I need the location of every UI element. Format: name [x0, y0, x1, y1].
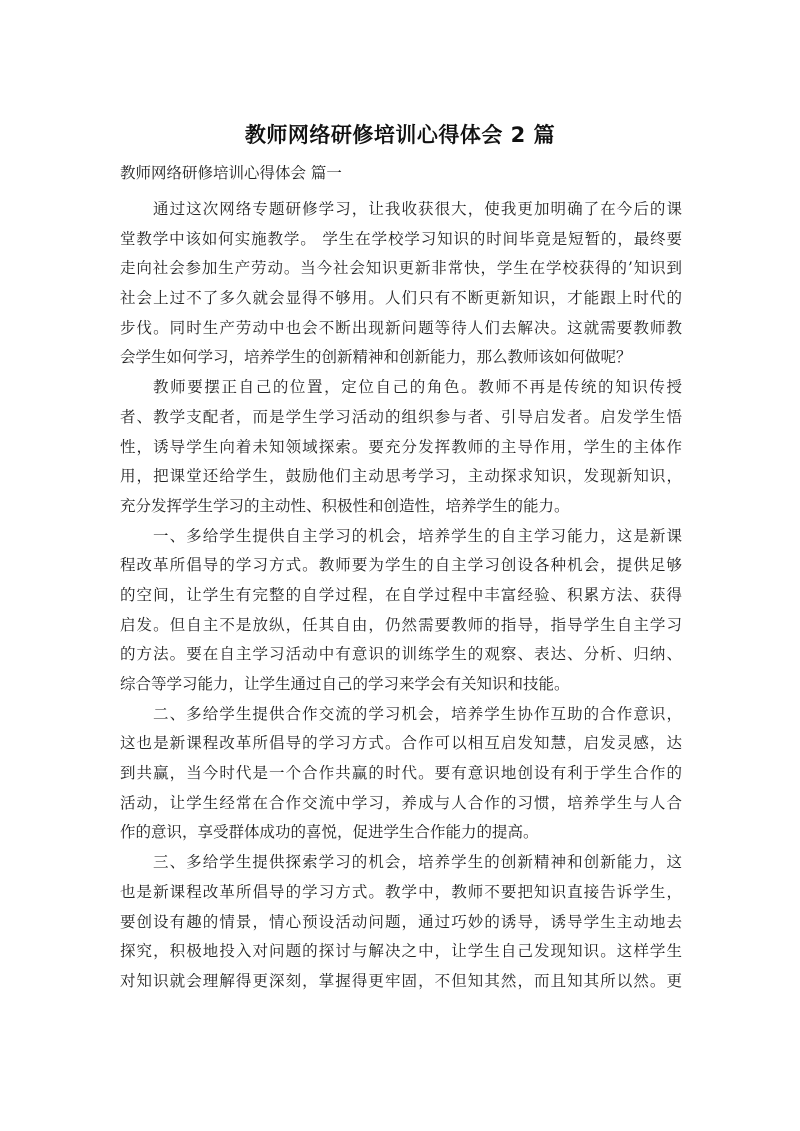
text-line: 二、多给学生提供合作交流的学习机会，培养学生协作互助的合作意识，	[153, 704, 682, 723]
body-text	[120, 195, 682, 997]
text-line: 活动，让学生经常在合作交流中学习，养成与人合作的习惯，培养学生与人合	[120, 793, 682, 812]
text-line: 程改革所倡导的学习方式。教师要为学生的自主学习创设各种机会，提供足够	[120, 556, 682, 575]
text-line: 走向社会参加生产劳动。当今社会知识更新非常快，学生在学校获得的’知识到	[120, 259, 682, 278]
text-line: 综合等学习能力，让学生通过自己的学习来学会有关知识和技能。	[120, 675, 570, 693]
text-line: 这也是新课程改革所倡导的学习方式。合作可以相互启发知慧，启发灵感，达	[120, 734, 682, 753]
text-line: 对知识就会理解得更深刻，掌握得更牢固，不但知其然，而且知其所以然。更	[120, 971, 682, 990]
text-line: 步伐。同时生产劳动中也会不断出现新问题等待人们去解决。这就需要教师教	[120, 318, 682, 337]
text-line: 启发。但自主不是放纵，任其自由，仍然需要教师的指导，指导学生自主学习	[120, 615, 682, 634]
text-line: 要创设有趣的情景，情心预设活动问题，通过巧妙的诱导，诱导学生主动地去	[120, 912, 682, 931]
text-line: 三、多给学生提供探索学习的机会，培养学生的创新精神和创新能力，这	[153, 853, 682, 872]
text-line: 的空间，让学生有完整的自学过程，在自学过程中丰富经验、积累方法、获得	[120, 585, 682, 604]
text-line: 堂教学中该如何实施教学。 学生在学校学习知识的时间毕竟是短暂的，最终要	[120, 229, 682, 248]
text-line: 会学生如何学习，培养学生的创新精神和创新能力，那么教师该如何做呢？	[120, 348, 632, 367]
text-line: 者、教学支配者，而是学生学习活动的组织参与者、引导启发者。启发学生悟	[120, 407, 682, 426]
text-line: 充分发挥学生学习的主动性、积极性和创造性，培养学生的能力。	[120, 496, 570, 515]
text-line: 到共赢，当今时代是一个合作共赢的时代。要有意识地创设有利于学生合作的	[120, 764, 682, 783]
text-line: 一、多给学生提供自主学习的机会，培养学生的自主学习能力，这是新课	[153, 526, 682, 545]
text-line: 教师要摆正自己的位置，定位自己的角色。教师不再是传统的知识传授	[153, 378, 682, 397]
text-line: 探究，积极地投入对问题的探讨与解决之中，让学生自己发现知识。这样学生	[120, 942, 682, 961]
text-line: 也是新课程改革所倡导的学习方式。教学中，教师不要把知识直接告诉学生，	[120, 882, 682, 901]
section-subtitle: 教师网络研修培训心得体会 篇一	[120, 164, 342, 182]
text-line: 作的意识，享受群体成功的喜悦，促进学生合作能力的提高。	[120, 823, 539, 842]
text-line: 用，把课堂还给学生，鼓励他们主动思考学习，主动探求知识，发现新知识，	[120, 467, 682, 486]
text-line: 性，诱导学生向着未知领域探索。要充分发挥教师的主导作用，学生的主体作	[120, 437, 682, 456]
text-line: 通过这次网络专题研修学习，让我收获很大，使我更加明确了在今后的课	[153, 200, 682, 218]
text-line: 的方法。要在自主学习活动中有意识的训练学生的观察、表达、分析、归纳、	[120, 645, 682, 664]
text-line: 社会上过不了多久就会显得不够用。人们只有不断更新知识，才能跟上时代的	[120, 289, 682, 308]
document-title: 教师网络研修培训心得体会 2 篇	[244, 123, 556, 147]
